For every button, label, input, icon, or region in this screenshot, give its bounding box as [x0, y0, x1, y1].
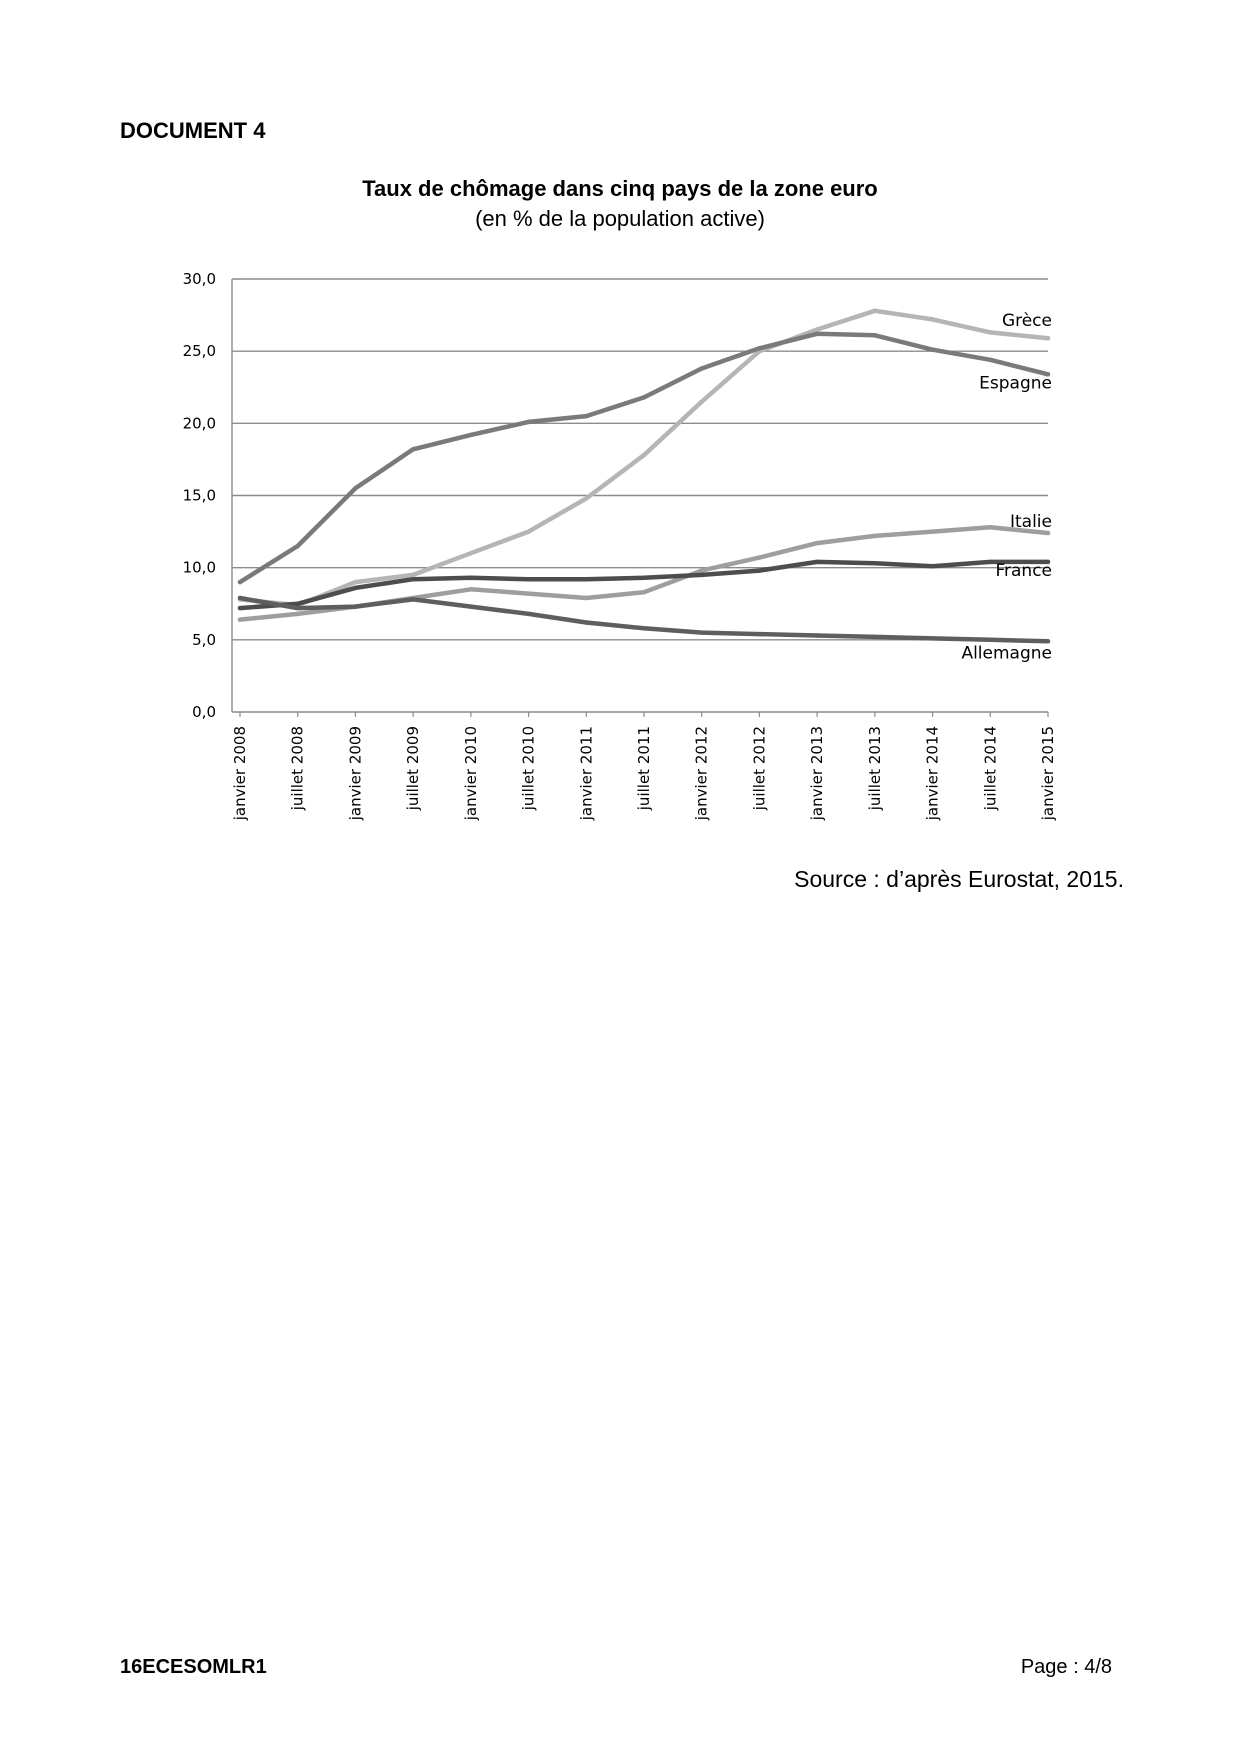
- data-point: [930, 564, 934, 568]
- data-point: [584, 620, 588, 624]
- y-tick-label: 30,0: [182, 270, 216, 288]
- x-tick-label: juillet 2008: [288, 726, 307, 811]
- x-tick-label: juillet 2010: [519, 726, 538, 811]
- series-line: [240, 334, 1048, 582]
- y-tick-label: 20,0: [182, 414, 216, 433]
- x-tick-label: janvier 2013: [808, 726, 827, 821]
- x-tick-label: janvier 2010: [461, 726, 480, 821]
- data-point: [700, 399, 704, 403]
- y-tick-label: 5,0: [192, 630, 216, 649]
- data-point: [988, 560, 992, 564]
- x-tick-label: juillet 2014: [981, 725, 1000, 811]
- series-label: France: [995, 560, 1052, 581]
- data-point: [238, 596, 242, 600]
- series-label: Italie: [1009, 512, 1052, 533]
- data-point: [584, 596, 588, 600]
- data-point: [815, 332, 819, 336]
- data-point: [988, 638, 992, 642]
- data-point: [873, 309, 877, 313]
- data-point: [526, 591, 530, 595]
- y-tick-label: 10,0: [182, 558, 216, 577]
- series-label: Espagne: [979, 373, 1052, 394]
- data-point: [353, 604, 357, 608]
- footer-page-number: Page : 4/8: [1020, 1656, 1112, 1678]
- x-tick-label: juillet 2013: [865, 726, 884, 811]
- chart-subtitle: (en % de la population active): [475, 206, 765, 231]
- data-point: [988, 358, 992, 362]
- data-point: [815, 560, 819, 564]
- data-point: [642, 626, 646, 630]
- data-point: [757, 346, 761, 350]
- data-point: [584, 414, 588, 418]
- data-point: [411, 577, 415, 581]
- x-tick-label: janvier 2014: [923, 726, 942, 821]
- data-point: [353, 586, 357, 590]
- data-point: [238, 580, 242, 584]
- data-point: [469, 576, 473, 580]
- data-point: [469, 604, 473, 608]
- data-point: [930, 636, 934, 640]
- footer-code: 16ECESOMLR1: [120, 1656, 267, 1678]
- data-point: [700, 568, 704, 572]
- data-point: [353, 486, 357, 490]
- data-point: [296, 544, 300, 548]
- data-point: [296, 612, 300, 616]
- data-point: [238, 617, 242, 621]
- source-note: Source : d’après Eurostat, 2015.: [794, 866, 1124, 892]
- data-point: [526, 529, 530, 533]
- data-point: [296, 606, 300, 610]
- data-point: [700, 630, 704, 634]
- data-point: [873, 561, 877, 565]
- x-tick-label: juillet 2009: [404, 726, 423, 811]
- data-point: [815, 327, 819, 331]
- data-point: [873, 635, 877, 639]
- x-axis-ticks: [231, 712, 1057, 821]
- data-point: [873, 534, 877, 538]
- data-point: [930, 317, 934, 321]
- y-axis-ticks: [183, 270, 216, 721]
- series-line: [240, 598, 1048, 641]
- data-point: [930, 348, 934, 352]
- data-point: [700, 366, 704, 370]
- data-point: [988, 525, 992, 529]
- data-point: [1046, 336, 1050, 340]
- y-tick-label: 0,0: [192, 703, 216, 721]
- x-tick-label: janvier 2015: [1039, 726, 1057, 821]
- series-label: Allemagne: [961, 643, 1052, 664]
- data-point: [469, 433, 473, 437]
- chart-series: [238, 309, 1050, 644]
- data-point: [469, 551, 473, 555]
- data-point: [526, 420, 530, 424]
- series-line: [240, 562, 1048, 608]
- data-point: [815, 633, 819, 637]
- data-point: [642, 590, 646, 594]
- series-line: [240, 311, 1048, 605]
- x-tick-label: janvier 2011: [577, 726, 596, 821]
- data-point: [642, 576, 646, 580]
- data-point: [757, 568, 761, 572]
- data-point: [238, 606, 242, 610]
- data-point: [526, 612, 530, 616]
- data-point: [353, 580, 357, 584]
- data-point: [815, 541, 819, 545]
- data-point: [411, 573, 415, 577]
- x-tick-label: juillet 2011: [635, 726, 653, 811]
- data-point: [526, 577, 530, 581]
- data-point: [411, 447, 415, 451]
- data-point: [411, 597, 415, 601]
- data-point: [296, 602, 300, 606]
- document-label: DOCUMENT 4: [120, 118, 266, 143]
- x-tick-label: janvier 2008: [231, 726, 249, 821]
- data-point: [757, 555, 761, 559]
- y-tick-label: 25,0: [182, 342, 216, 361]
- series-label: Grèce: [1001, 311, 1052, 332]
- data-point: [873, 333, 877, 337]
- x-tick-label: juillet 2012: [750, 726, 769, 811]
- chart-title: Taux de chômage dans cinq pays de la zone euro: [362, 176, 878, 201]
- data-point: [988, 330, 992, 334]
- data-point: [757, 632, 761, 636]
- y-tick-label: 15,0: [182, 486, 216, 505]
- data-point: [642, 395, 646, 399]
- data-point: [642, 453, 646, 457]
- data-point: [469, 587, 473, 591]
- x-tick-label: janvier 2009: [346, 726, 365, 821]
- data-point: [584, 577, 588, 581]
- data-point: [700, 573, 704, 577]
- x-tick-label: janvier 2012: [692, 726, 711, 821]
- data-point: [930, 529, 934, 533]
- data-point: [584, 496, 588, 500]
